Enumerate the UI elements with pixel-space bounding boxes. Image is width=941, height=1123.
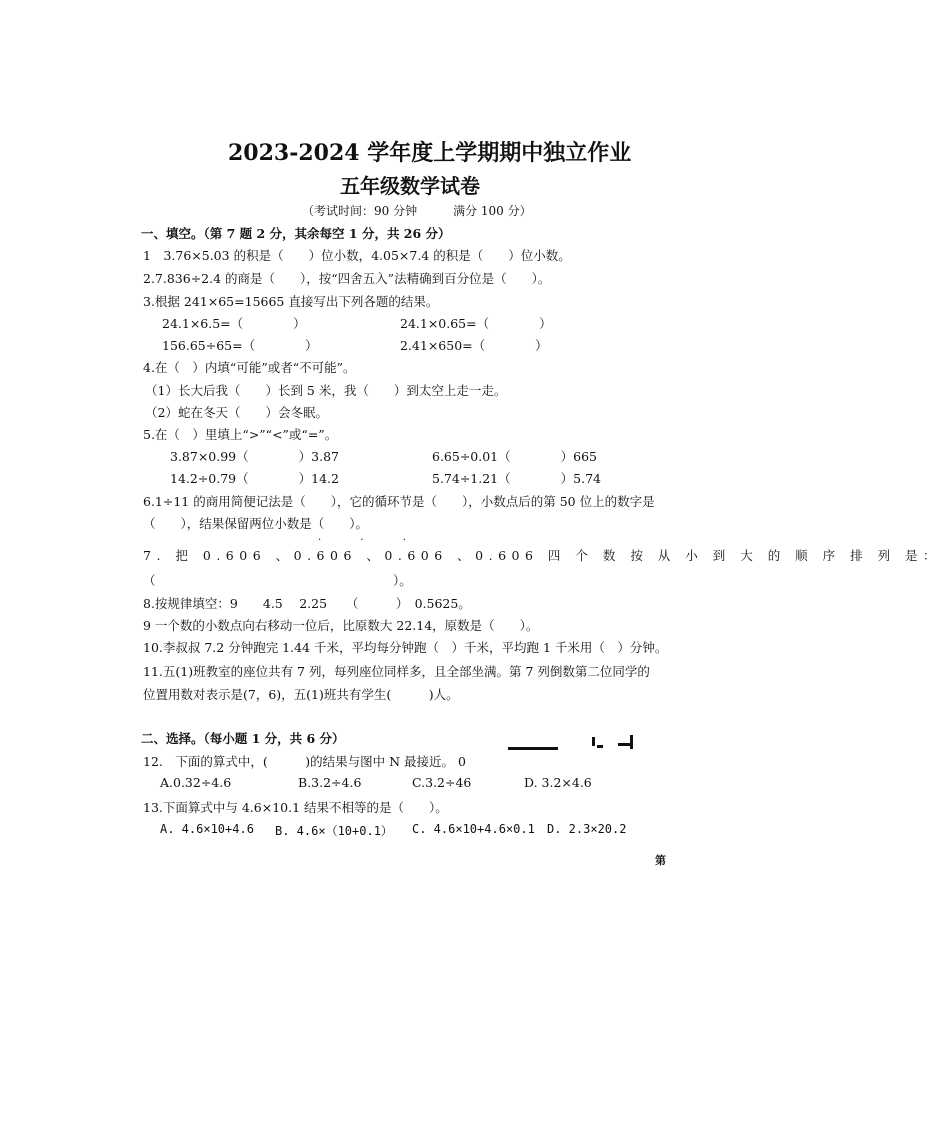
recurring-dots: · · · bbox=[318, 535, 424, 546]
exam-subtitle: 五年级数学试卷 bbox=[340, 174, 480, 198]
question-13: 13.下面算式中与 4.6×10.1 结果不相等的是（ ）。 bbox=[143, 800, 448, 815]
exam-title: 2023-2024 学年度上学期期中独立作业 bbox=[228, 140, 632, 166]
section2-heading: 二、选择。（每小题 1 分，共 6 分） bbox=[141, 731, 345, 746]
q13-option-a: A. 4.6×10+4.6 bbox=[160, 822, 254, 836]
question-1: 1 3.76×5.03 的积是（ ）位小数，4.05×7.4 的积是（ ）位小数。 bbox=[143, 248, 571, 263]
q12-option-d: D. 3.2×4.6 bbox=[524, 775, 592, 790]
question-6: 6.1÷11 的商用简便记法是（ ），它的循环节是（ ），小数点后的第 50 位上的数字是 bbox=[143, 494, 655, 509]
q3-item-c: 156.65÷65=（ ） bbox=[162, 338, 318, 353]
question-11: 11.五(1)班教室的座位共有 7 列，每列座位同样多，且全部坐满。第 7 列倒数第二位同学的 bbox=[143, 664, 650, 679]
question-9: 9 一个数的小数点向右移动一位后，比原数大 22.14，原数是（ ）。 bbox=[143, 618, 539, 633]
q12-option-b: B.3.2÷4.6 bbox=[298, 775, 362, 790]
q5-item-c: 14.2÷0.79（ ）14.2 bbox=[170, 471, 339, 486]
q12-option-c: C.3.2÷46 bbox=[412, 775, 472, 790]
question-8: 8.按规律填空：9 4.5 2.25 （ ） 0.5625。 bbox=[143, 596, 471, 611]
question-7: 7. 把 0.606 、0.606 、0.606 、0.606 四 个 数 按 从 小 到 大 的 顺 序 排 列 是： bbox=[143, 548, 941, 563]
q3-item-d: 2.41×650=（ ） bbox=[400, 338, 548, 353]
question-11-cont: 位置用数对表示是(7，6)，五(1)班共有学生( )人。 bbox=[143, 687, 459, 702]
question-3: 3.根据 241×65=15665 直接写出下列各题的结果。 bbox=[143, 294, 439, 309]
exam-info: （考试时间：90 分钟 满分 100 分） bbox=[302, 204, 532, 218]
q3-item-a: 24.1×6.5=（ ） bbox=[162, 316, 306, 331]
q5-item-d: 5.74÷1.21（ ）5.74 bbox=[432, 471, 601, 486]
question-12: 12. 下面的算式中，( )的结果与图中 N 最接近。 0 bbox=[143, 754, 466, 769]
question-10: 10.李叔叔 7.2 分钟跑完 1.44 千米，平均每分钟跑（ ）千米，平均跑 1 千米用（ ）分钟。 bbox=[143, 640, 668, 655]
question-5: 5.在（ ）里填上“>”“<”或“=”。 bbox=[143, 427, 338, 442]
q12-option-a: A.0.32÷4.6 bbox=[160, 775, 232, 790]
question-2: 2.7.836÷2.4 的商是（ ），按“四舍五入”法精确到百分位是（ ）。 bbox=[143, 271, 551, 286]
q13-option-c: C. 4.6×10+4.6×0.1 bbox=[412, 822, 535, 836]
question-4: 4.在（ ）内填“可能”或者“不可能”。 bbox=[143, 360, 356, 375]
q13-option-b: B. 4.6×（10+0.1） bbox=[275, 824, 393, 838]
q5-item-b: 6.65÷0.01（ ）665 bbox=[432, 449, 597, 464]
page-marker: 第 bbox=[655, 854, 666, 867]
q4-item-2: （2）蛇在冬天（ ）会冬眠。 bbox=[145, 405, 328, 420]
section1-heading: 一、填空。（第 7 题 2 分，其余每空 1 分，共 26 分） bbox=[141, 226, 451, 241]
q4-item-1: （1）长大后我（ ）长到 5 米，我（ ）到太空上走一走。 bbox=[145, 383, 507, 398]
question-6-cont: （ ），结果保留两位小数是（ ）。 bbox=[143, 516, 369, 531]
question-7-answer: （ ）。 bbox=[143, 573, 412, 588]
q5-item-a: 3.87×0.99（ ）3.87 bbox=[170, 449, 339, 464]
q3-item-b: 24.1×0.65=（ ） bbox=[400, 316, 552, 331]
q13-option-d: D. 2.3×20.2 bbox=[547, 822, 627, 836]
